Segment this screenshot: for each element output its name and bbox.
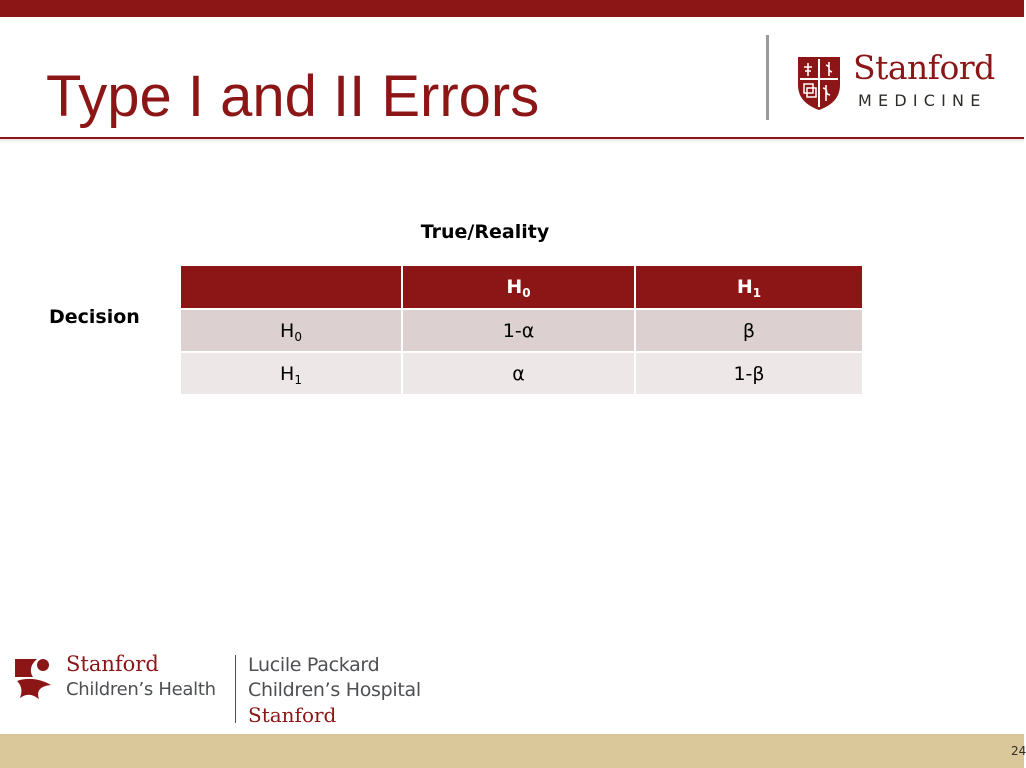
logo-divider: [766, 35, 769, 120]
childrens-health-subtitle: Children’s Health: [66, 679, 216, 700]
childrens-health-figure-icon: [12, 655, 54, 700]
footer-logo-divider: [235, 655, 236, 723]
table-row: [180, 352, 863, 395]
stanford-medicine-wordmark: Stanford: [853, 48, 995, 87]
lucile-packard-line3: Stanford: [248, 703, 337, 727]
slide-title: Type I and II Errors: [46, 64, 540, 129]
footer-bar: [0, 734, 1024, 768]
table-cell: 1-α: [402, 309, 635, 352]
stanford-medicine-subtitle: MEDICINE: [858, 91, 987, 110]
table-cell: α: [402, 352, 635, 395]
table-cell: 1-β: [635, 352, 863, 395]
table-header-cell-h1: $H_1$: [635, 265, 863, 309]
row-label-h1: $H_1$: [180, 352, 402, 395]
stanford-shield-icon: [796, 55, 842, 111]
table-header-cell-h0: $H_0$: [402, 265, 635, 309]
error-matrix-table: [179, 264, 864, 396]
row-group-heading: Decision: [49, 306, 140, 328]
row-label-h0: $H_0$: [180, 309, 402, 352]
lucile-packard-line1: Lucile Packard: [248, 654, 380, 676]
page-number: 24: [1011, 744, 1026, 758]
top-accent-bar: [0, 0, 1024, 17]
table-cell: β: [635, 309, 863, 352]
table-row: [180, 309, 863, 352]
title-underline-shadow: [0, 139, 1024, 143]
column-group-heading: True/Reality: [420, 221, 550, 243]
table-header-cell-empty: [180, 265, 402, 309]
table-header-row: [180, 265, 863, 309]
lucile-packard-line2: Children’s Hospital: [248, 679, 421, 701]
childrens-health-wordmark: Stanford: [66, 652, 159, 676]
